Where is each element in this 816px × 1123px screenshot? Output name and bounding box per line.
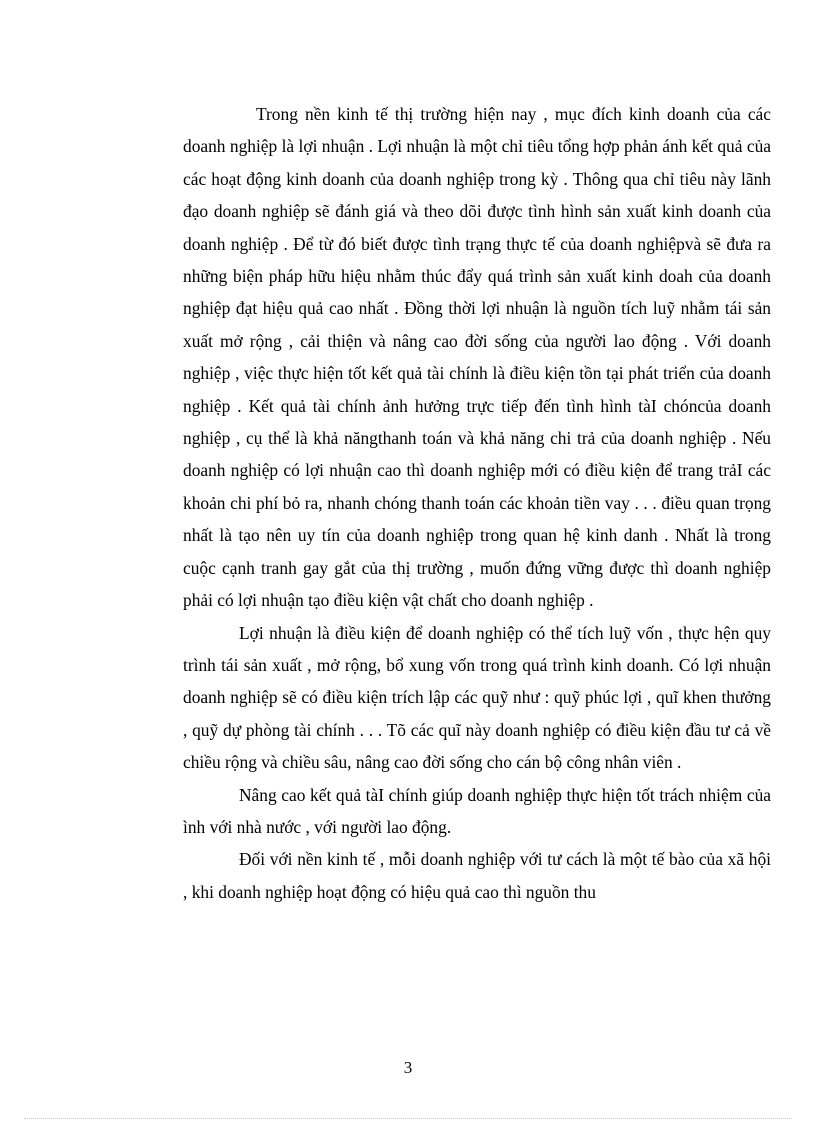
- paragraph-1: Trong nền kinh tế thị trường hiện nay , mục đích kinh doanh của các doanh nghiệp là lợi nhuận . Lợi nhuận là một chỉ tiêu tổng hợp phản ánh kết quả của các hoạt động kinh doanh của doanh nghiệp trong kỳ . Thông qua chỉ tiêu này lãnh đạo doanh nghiệp sẽ đánh giá và theo dõi được tình hình sản xuất kinh doanh của doanh nghiệp . Để từ đó biết được tình trạng thực tế của doanh nghiệpvà sẽ đưa ra những biện pháp hữu hiệu nhằm thúc đẩy quá trình sản xuất kinh doah của doanh nghiệp đạt hiệu quả cao nhất . Đồng thời lợi nhuận là nguồn tích luỹ nhằm tái sản xuất mở rộng , cải thiện và nâng cao đời sống của người lao động . Với doanh nghiệp , việc thực hiện tốt kết quả tài chính là điều kiện tồn tại phát triển của doanh nghiệp . Kết quả tài chính ảnh hưởng trực tiếp đến tình hình tàI chóncủa doanh nghiệp , cụ thể là khả năngthanh toán và khả năng chi trả của doanh nghiệp . Nếu doanh nghiệp có lợi nhuận cao thì doanh nghiệp mới có điều kiện để trang trảI các khoản chi phí bỏ ra, nhanh chóng thanh toán các khoản tiền vay . . . điều quan trọng nhất là tạo nên uy tín của doanh nghiệp trong quan hệ kinh danh . Nhất là trong cuộc cạnh tranh gay gắt của thị trường , muốn đứng vững được thì doanh nghiệp phải có lợi nhuận tạo điều kiện vật chất cho doanh nghiệp .: [183, 104, 771, 611]
- paragraph-3: Nâng cao kết quả tàI chính giúp doanh nghiệp thực hiện tốt trách nhiệm của ình với nhà nước , với người lao động.: [183, 784, 771, 837]
- page-bottom-border: [24, 1118, 792, 1119]
- paragraph-2: Lợi nhuận là điều kiện để doanh nghiệp có thể tích luỹ vốn , thực hện quy trình tái sản xuất , mở rộng, bổ xung vốn trong quá trình kinh doanh. Có lợi nhuận doanh nghiệp sẽ có điều kiện trích lập các quỹ như : quỹ phúc lợi , quĩ khen thưởng , quỹ dự phòng tài chính . . . Tõ các quĩ này doanh nghiệp có điều kiện đầu tư cả về chiều rộng và chiều sâu, nâng cao đời sống cho cán bộ công nhân viên .: [183, 622, 771, 773]
- paragraph-4: Đối với nền kinh tế , mỗi doanh nghiệp với tư cách là một tế bào của xã hội , khi doanh nghiệp hoạt động có hiệu quả cao thì nguồn thu: [183, 849, 771, 902]
- page-number: 3: [403, 1058, 413, 1077]
- page-body: [183, 98, 771, 908]
